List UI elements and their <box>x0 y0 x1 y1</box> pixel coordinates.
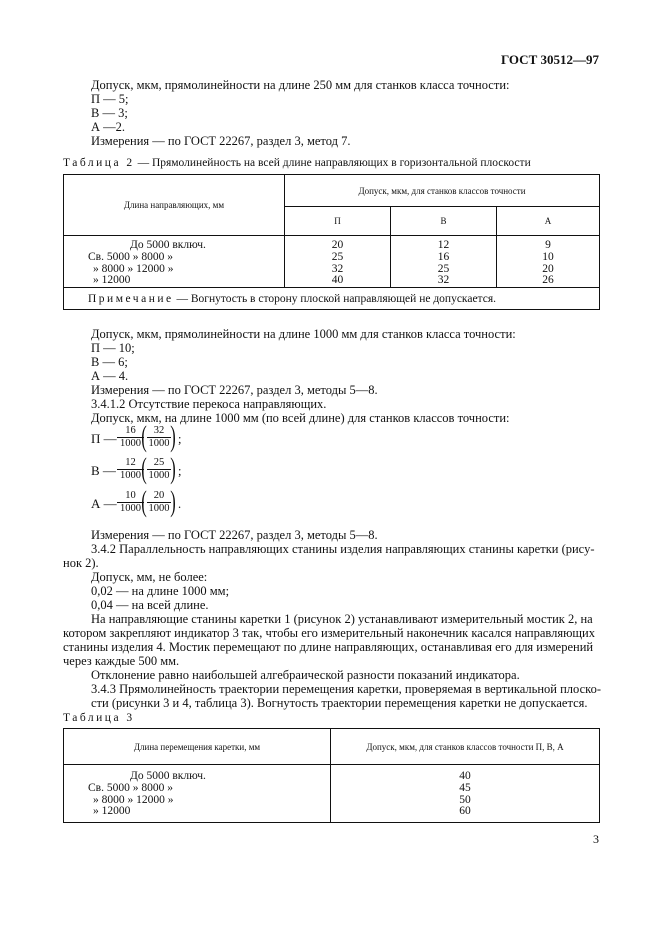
paragraph-deviation: Отклонение равно наибольшей алгебраической разности показаний индикатора. <box>91 668 520 682</box>
table-3 <box>63 728 600 823</box>
table-cell: 12 <box>437 239 450 251</box>
table2-ranges <box>64 236 285 288</box>
fraction-denominator: 1000 <box>148 438 170 449</box>
right-paren: ) <box>170 420 176 453</box>
table-row: » 12000 <box>93 274 131 287</box>
formula-end: ; <box>178 464 182 478</box>
table-cell: 40 <box>331 274 344 287</box>
table-cell: 50 <box>459 793 471 806</box>
fraction-denominator: 1000 <box>148 503 170 514</box>
fraction-numerator: 32 <box>153 425 165 436</box>
table-cell: 16 <box>437 250 450 263</box>
formula-class: П — <box>91 431 117 446</box>
table-row: » 12000 <box>93 805 131 818</box>
section2-class-p: П — 10; <box>91 341 135 355</box>
right-paren: ) <box>170 485 176 518</box>
section3-tolerance-2: 0,04 — на всей длине. <box>91 598 209 612</box>
table2-caption-label: Таблица 2 <box>63 157 135 169</box>
paragraph-line: станины изделия 4. Мостик перемещают по длине направляющих, останавливая его для измерений <box>63 640 594 654</box>
fraction-denominator: 1000 <box>117 437 144 450</box>
table-cell: 20 <box>331 239 344 251</box>
intro-measurement: Измерения — по ГОСТ 22267, раздел 3, метод 7. <box>91 134 351 148</box>
section2-class-v: В — 6; <box>91 355 128 369</box>
paragraph-line: через каждые 500 мм. <box>63 654 180 668</box>
formula-class: А — <box>91 496 117 511</box>
document-code: ГОСТ 30512—97 <box>500 52 599 67</box>
clause-3-4-2-line2: нок 2). <box>63 556 99 570</box>
table2-header-tolerance: Допуск, мкм, для станков классов точности <box>285 175 600 207</box>
clause-3-4-2-line1: 3.4.2 Параллельность направляющих станины изделия направляющих станины каретки (рису- <box>91 542 595 556</box>
clause-3-4-1-2: 3.4.1.2 Отсутствие перекоса направляющих. <box>91 397 327 411</box>
table-cell: 45 <box>459 781 471 794</box>
intro-class-v: В — 3; <box>91 106 128 120</box>
formula-end: ; <box>178 432 182 446</box>
table2-header-length: Длина направляющих, мм <box>64 175 285 236</box>
clause-3-4-3-line1: 3.4.3 Прямолинейность траектории перемещения каретки, проверяемая в вертикальной плоско- <box>91 682 602 696</box>
table2-header-class-v: В <box>391 207 497 236</box>
table3-ranges <box>64 765 331 823</box>
table3-caption: Таблица 3 <box>63 712 135 724</box>
table-cell: 25 <box>437 262 450 275</box>
table-row: » 8000 » 12000 » <box>93 793 174 806</box>
table2-header-class-a: А <box>497 207 600 236</box>
table-cell: 60 <box>459 805 471 818</box>
fraction-numerator: 20 <box>153 490 165 501</box>
table2-note <box>64 288 600 310</box>
table3-header-tolerance: Допуск, мкм, для станков классов точности П, В, А <box>331 729 600 765</box>
paragraph-line: На направляющие станины каретки 1 (рисунок 2) устанавливают измерительный мостик 2, на <box>91 612 593 626</box>
right-paren: ) <box>170 452 176 485</box>
formula-fraction <box>117 425 144 450</box>
formula-end: . <box>178 497 182 511</box>
table-cell: 26 <box>542 274 554 287</box>
section2-tolerance-line: Допуск, мкм, прямолинейности на длине 1000 мм для станков класса точности: <box>91 327 516 341</box>
fraction-denominator: 1000 <box>117 502 144 515</box>
table-row: Св. 5000 » 8000 » <box>88 250 173 263</box>
section3-tolerance: Допуск, мм, не более: <box>91 570 208 584</box>
fraction-denominator: 1000 <box>117 469 144 482</box>
intro-class-p: П — 5; <box>91 92 129 106</box>
formula-paren-fraction <box>147 457 171 482</box>
table-row: Св. 5000 » 8000 » <box>88 781 173 794</box>
section2-class-a: А — 4. <box>91 369 129 383</box>
formula-fraction <box>117 457 144 482</box>
formula-class: В — <box>91 463 116 478</box>
table3-values <box>331 765 600 823</box>
fraction-numerator: 16 <box>125 425 136 436</box>
left-paren: ( <box>141 452 147 485</box>
table-cell: 10 <box>542 250 554 263</box>
table-row: До 5000 включ. <box>130 770 206 782</box>
table3-header-length: Длина перемещения каретки, мм <box>64 729 331 765</box>
intro-tolerance-line: Допуск, мкм, прямолинейности на длине 250 мм для станков класса точности: <box>91 78 510 92</box>
intro-class-a: А —2. <box>91 120 126 134</box>
table-cell: 25 <box>331 250 344 263</box>
table2-caption <box>63 156 531 170</box>
section3-measurement: Измерения — по ГОСТ 22267, раздел 3, методы 5—8. <box>91 528 378 542</box>
left-paren: ( <box>141 485 147 518</box>
section3-tolerance-1: 0,02 — на длине 1000 мм; <box>91 584 230 598</box>
page-number: 3 <box>593 832 599 846</box>
table2-col-p <box>285 236 391 288</box>
table-cell: 20 <box>542 262 554 275</box>
table-cell: 32 <box>437 274 450 287</box>
table-row: До 5000 включ. <box>130 239 206 251</box>
fraction-numerator: 10 <box>125 490 136 501</box>
section2-measurement: Измерения — по ГОСТ 22267, раздел 3, методы 5—8. <box>91 383 378 397</box>
fraction-numerator: 25 <box>153 457 165 468</box>
left-paren: ( <box>141 420 147 453</box>
table-row: » 8000 » 12000 » <box>93 262 174 275</box>
table2-note-text: — Вогнутость в сторону плоской направляющей не допускается. <box>173 292 496 305</box>
table-cell: 40 <box>459 770 471 782</box>
table-cell: 9 <box>545 239 551 251</box>
table2-caption-text: — Прямолинейность на всей длине направляющих в горизонтальной плоскости <box>134 157 531 169</box>
section2-tolerance-per-class: Допуск, мкм, на длине 1000 мм (по всей длине) для станков классов точности: <box>91 411 510 425</box>
table-cell: 32 <box>331 262 344 275</box>
table2-note-label: Примечание <box>88 292 174 305</box>
fraction-denominator: 1000 <box>148 470 170 481</box>
formula-paren-fraction <box>147 425 171 450</box>
table2-col-v <box>391 236 497 288</box>
table-2 <box>63 174 600 310</box>
formula-paren-fraction <box>147 490 171 515</box>
formula-fraction <box>117 490 144 515</box>
fraction-numerator: 12 <box>125 457 136 468</box>
clause-3-4-3-line2: сти (рисунки 3 и 4, таблица 3). Вогнутость траектории перемещения каретки не допускается. <box>91 696 588 710</box>
paragraph-line: котором закрепляют индикатор 3 так, чтобы его измерительный наконечник касался направляющих <box>63 626 595 640</box>
table2-col-a <box>497 236 600 288</box>
table2-header-class-p: П <box>285 207 391 236</box>
